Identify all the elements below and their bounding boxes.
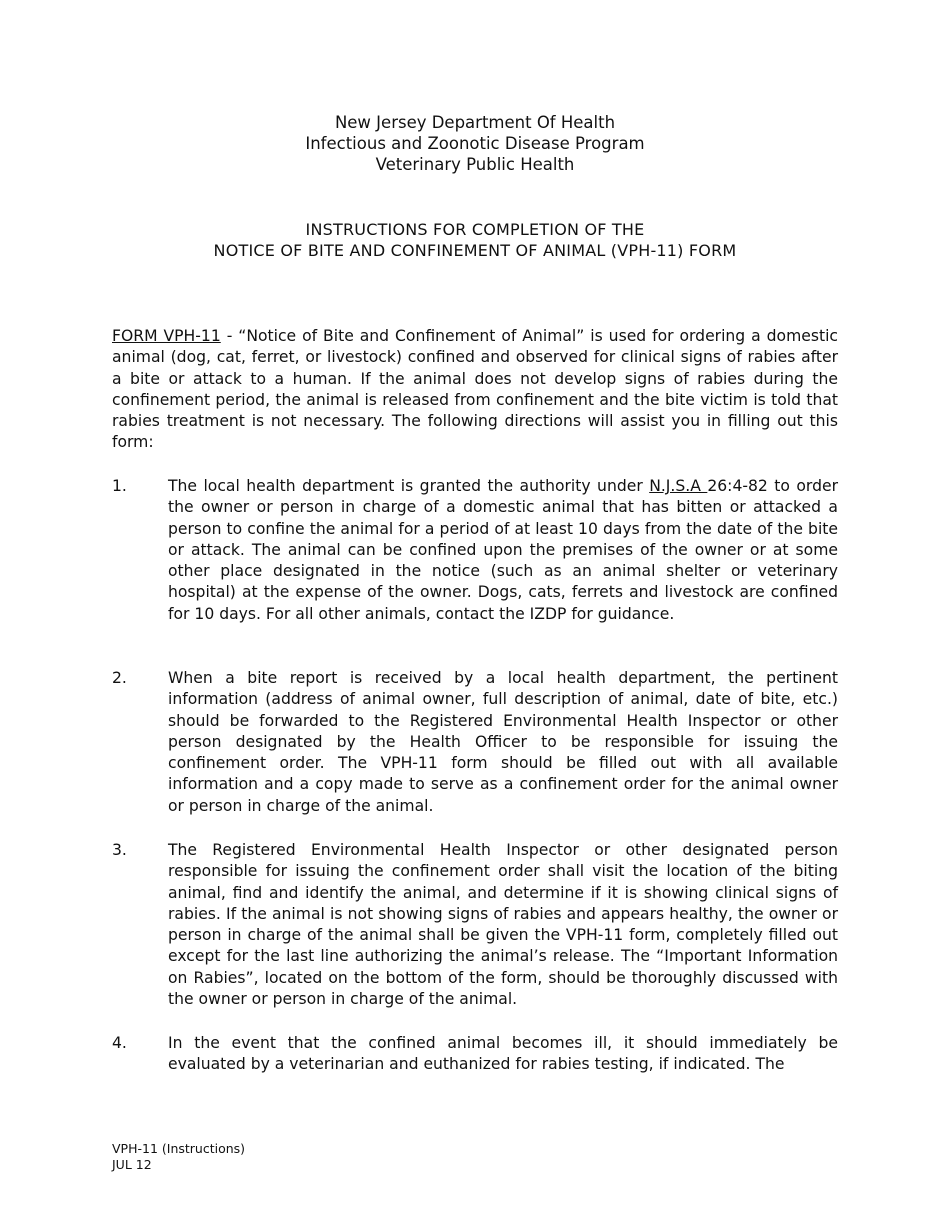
intro-text: - “Notice of Bite and Confinement of Animal” is used for ordering a domestic animal (dog, cat, ferret, or livestock) confined and observed for clinical signs of rabies after a bite or attack to a human. If the animal does not develop signs of rabies during the confinement period, the animal is released from confinement and the bite victim is told that rabies treatment is not necessary. The following directions will assist you in filling out this form: [112, 327, 838, 452]
title-line-1: INSTRUCTIONS FOR COMPLETION OF THE [305, 220, 645, 239]
agency-header [0, 112, 950, 175]
item-text: When a bite report is received by a local health department, the pertinent information (address of animal owner, full description of animal, date of bite, etc.) should be forwarded to the Registered Environmental Health Inspector or other person designated by the Health Officer to be responsible for issuing the confinement order. The VPH-11 form should be filled out with all available information and a copy made to serve as a confinement order for the animal owner or person in charge of the animal. [168, 669, 838, 815]
item-text: In the event that the confined animal becomes ill, it should immediately be evaluated by a veterinarian and euthanized for rabies testing, if indicated. The [168, 1034, 838, 1074]
item-number: 2. [112, 669, 127, 687]
program-name: Infectious and Zoonotic Disease Program [305, 134, 645, 153]
intro-paragraph [112, 326, 838, 454]
item-number: 3. [112, 841, 127, 859]
item-number: 1. [112, 477, 127, 495]
document-title [0, 219, 950, 261]
statute-reference: N.J.S.A [649, 477, 708, 495]
title-line-2: NOTICE OF BITE AND CONFINEMENT OF ANIMAL (VPH-11) FORM [213, 241, 737, 260]
form-id: VPH-11 (Instructions) [112, 1141, 246, 1156]
division-name: Veterinary Public Health [375, 155, 575, 174]
item-text-part: The local health department is granted the authority under [168, 477, 650, 495]
item-number: 4. [112, 1034, 127, 1052]
item-text [168, 476, 838, 625]
item-text-part: 26:4-82 to order the owner or person in charge of a domestic animal that has bitten or attacked a person to confine the animal for a period of at least 10 days from the date of the bite or attack. The animal can be confined upon the premises of the owner or at some other place designated in the notice (such as an animal shelter or veterinary hospital) at the expense of the owner. Dogs, cats, ferrets and livestock are confined for 10 days. For all other animals, contact the IZDP for guidance. [168, 477, 838, 623]
form-footer [112, 1141, 245, 1173]
agency-name: New Jersey Department Of Health [334, 113, 616, 132]
revision-date: JUL 12 [112, 1157, 152, 1172]
item-text: The Registered Environmental Health Inspector or other designated person responsible for issuing the confinement order shall visit the location of the biting animal, find and identify the animal, and determine if it is showing clinical signs of rabies. If the animal is not showing signs of rabies and appears healthy, the owner or person in charge of the animal shall be given the VPH-11 form, completely filled out except for the last line authorizing the animal’s release. The “Important Information on Rabies”, located on the bottom of the form, should be thoroughly discussed with the owner or person in charge of the animal. [168, 841, 838, 1009]
form-label: FORM VPH-11 [112, 327, 221, 345]
